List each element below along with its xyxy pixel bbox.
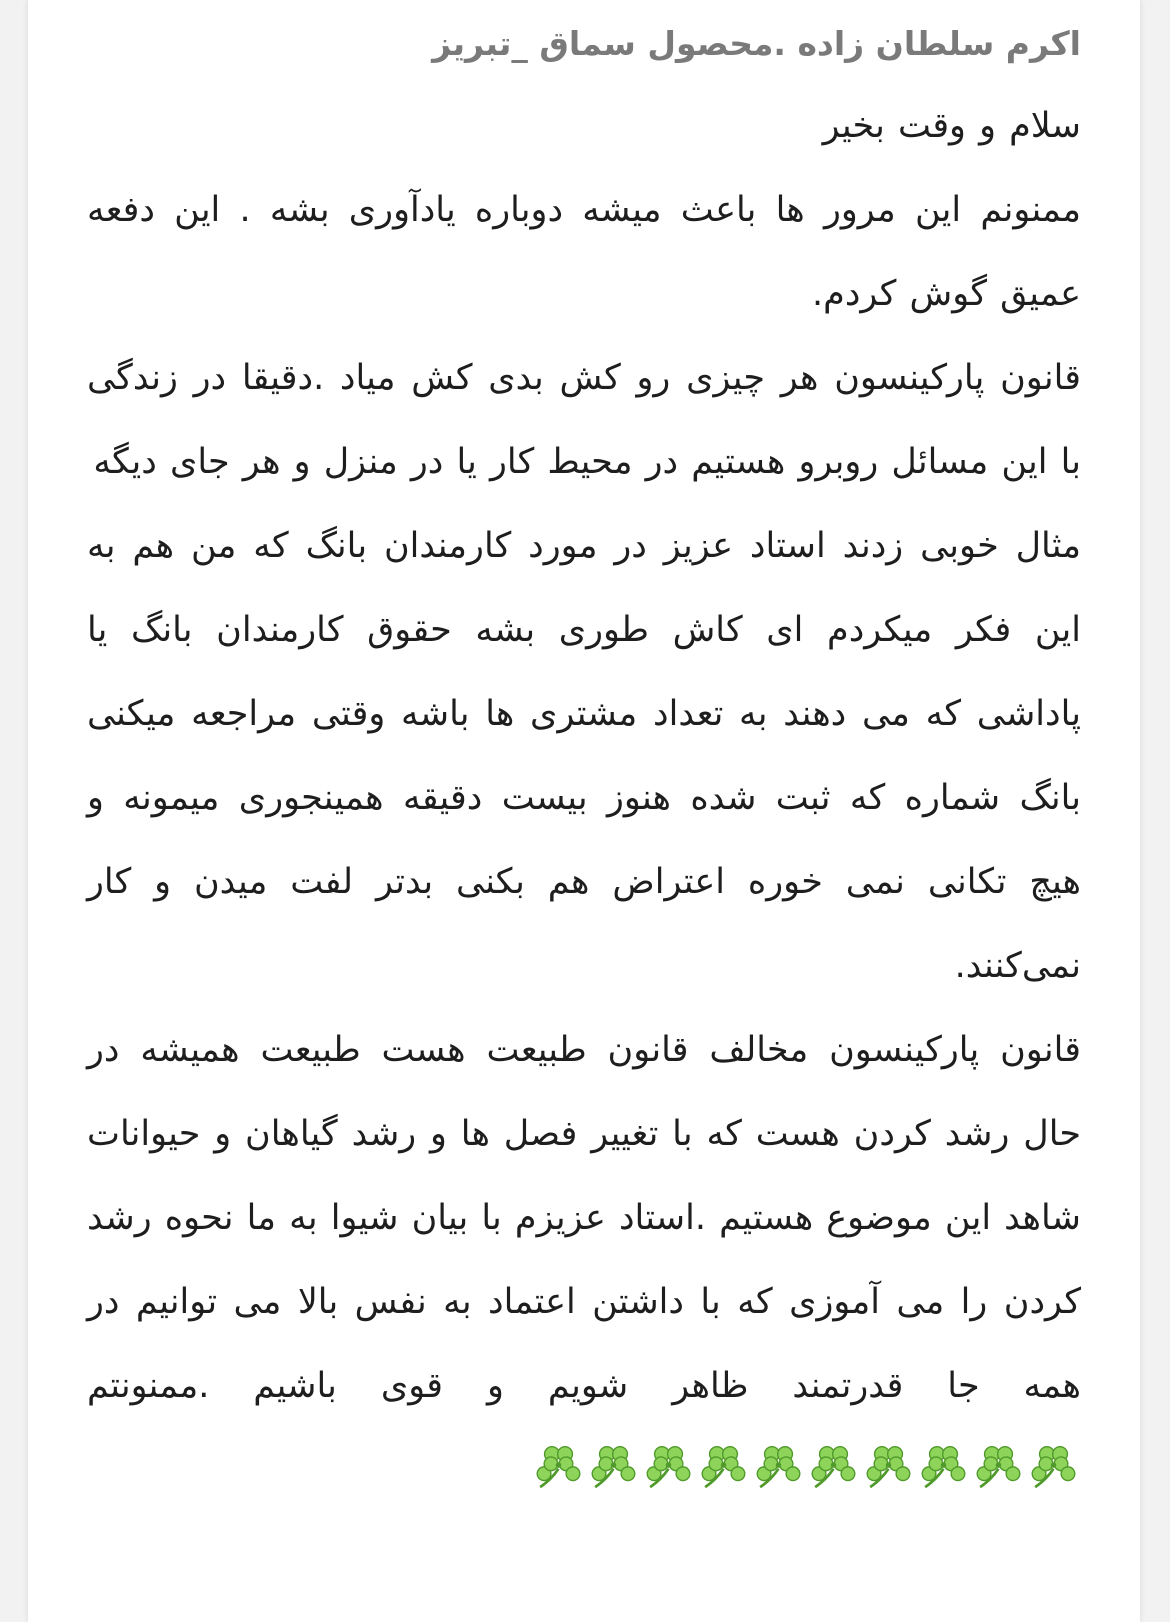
shamrock-icon (531, 1441, 586, 1491)
shamrock-emoji-row (531, 1428, 1081, 1512)
post-author: اکرم سلطان زاده .محصول سماق _تبریز (432, 24, 1081, 63)
paragraph-2: قانون پارکینسون هر چیزی رو کش بدی کش میاد .دقیقا در زندگی با این مسائل روبرو هستیم در محیط کار یا در منزل و هر جای دیگه (87, 358, 1081, 482)
paragraph-4-text: قانون پارکینسون مخالف قانون طبیعت هست طبیعت همیشه در حال رشد کردن هست که با تغییر فصل ها و رشد گیاهان و حیوانات شاهد این موضوع هستیم .استاد عزیزم با بیان شیوا به ما نحوه رشد کردن را می آموزی که با داشتن اعتماد به نفس بالا می توانیم در همه جا قدرتمند ظاهر شویم و قوی باشیم .ممنونتم (87, 1030, 1081, 1406)
shamrock-icon (696, 1441, 751, 1491)
shamrock-icon (751, 1441, 806, 1491)
paragraph-1: ممنونم این مرور ها باعث میشه دوباره یادآوری بشه . این دفعه عمیق گوش کردم. (87, 190, 1081, 314)
shamrock-icon (586, 1441, 641, 1491)
paragraph-3: مثال خوبی زدند استاد عزیز در مورد کارمندان بانگ که من هم به این فکر میکردم ای کاش طوری بشه حقوق کارمندان بانگ یا پاداشی که می دهند به تعداد مشتری ها باشه وقتی مراجعه میکنی بانگ شماره که ثبت شده هنوز بیست دقیقه همینجوری میمونه و هیچ تکانی نمی خوره اعتراض هم بکنی بدتر لفت میدن و کار نمی‌کنند. (87, 526, 1081, 986)
shamrock-icon (806, 1441, 861, 1491)
post-content (87, 16, 1081, 1512)
shamrock-icon (916, 1441, 971, 1491)
shamrock-icon (1026, 1441, 1081, 1491)
paragraph-4 (87, 1008, 1081, 1512)
greeting-text: سلام و وقت بخیر (822, 106, 1081, 146)
shamrock-icon (641, 1441, 696, 1491)
shamrock-icon (971, 1441, 1026, 1491)
post-card (28, 0, 1140, 1622)
shamrock-icon (861, 1441, 916, 1491)
